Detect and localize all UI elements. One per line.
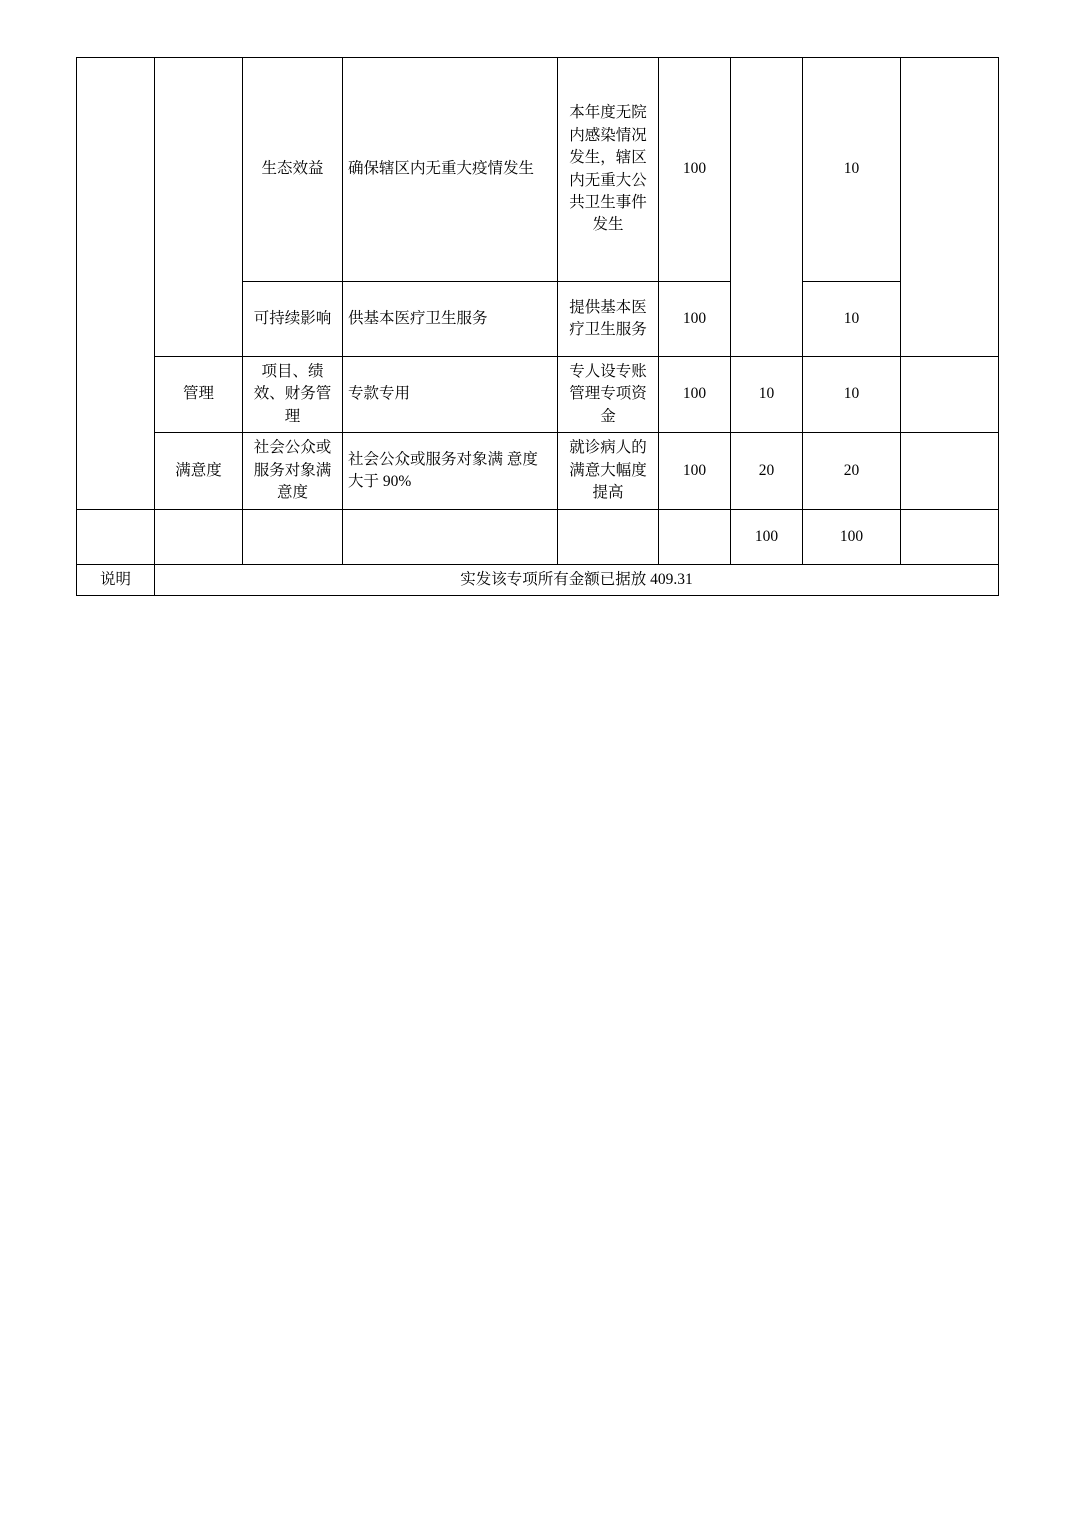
cell-remark xyxy=(901,58,999,357)
cell-indicator: 可持续影响 xyxy=(243,282,343,357)
cell-value: 100 xyxy=(659,282,731,357)
cell-weight xyxy=(731,58,803,357)
cell-indicator: 生态效益 xyxy=(243,58,343,282)
cell-total-col5 xyxy=(558,509,659,564)
cell-category-group xyxy=(77,58,155,510)
table-total-row xyxy=(77,509,999,564)
cell-standard: 本年度无院内感染情况发生，辖区内无重大公共卫生事件发生 xyxy=(558,58,659,282)
cell-subcategory-benefit xyxy=(155,58,243,357)
cell-content: 社会公众或服务对象满 意度大于 90% xyxy=(343,433,558,509)
cell-content: 确保辖区内无重大疫情发生 xyxy=(343,58,558,282)
cell-remark xyxy=(901,433,999,509)
cell-total-col4 xyxy=(343,509,558,564)
cell-remark xyxy=(901,357,999,433)
cell-subcategory-satisfaction: 满意度 xyxy=(155,433,243,509)
cell-score: 10 xyxy=(803,282,901,357)
cell-weight: 20 xyxy=(731,433,803,509)
cell-total-remark xyxy=(901,509,999,564)
cell-total-col1 xyxy=(77,509,155,564)
table-note-row xyxy=(77,564,999,595)
cell-content: 供基本医疗卫生服务 xyxy=(343,282,558,357)
table-row xyxy=(77,433,999,509)
cell-standard: 就诊病人的满意大幅度提高 xyxy=(558,433,659,509)
cell-total-col2 xyxy=(155,509,243,564)
cell-value: 100 xyxy=(659,357,731,433)
cell-value: 100 xyxy=(659,433,731,509)
note-text: 实发该专项所有金额已据放 409.31 xyxy=(155,564,999,595)
cell-score: 20 xyxy=(803,433,901,509)
note-label: 说明 xyxy=(77,564,155,595)
table-row xyxy=(77,357,999,433)
cell-value: 100 xyxy=(659,58,731,282)
cell-total-weight: 100 xyxy=(731,509,803,564)
cell-score: 10 xyxy=(803,58,901,282)
cell-total-col3 xyxy=(243,509,343,564)
cell-total-value xyxy=(659,509,731,564)
performance-indicator-table xyxy=(76,57,999,596)
cell-total-score: 100 xyxy=(803,509,901,564)
table-row xyxy=(77,58,999,282)
cell-indicator: 社会公众或服务对象满意度 xyxy=(243,433,343,509)
cell-score: 10 xyxy=(803,357,901,433)
cell-standard: 提供基本医疗卫生服务 xyxy=(558,282,659,357)
cell-standard: 专人设专账管理专项资金 xyxy=(558,357,659,433)
cell-subcategory-management: 管理 xyxy=(155,357,243,433)
cell-content: 专款专用 xyxy=(343,357,558,433)
cell-weight: 10 xyxy=(731,357,803,433)
cell-indicator: 项目、绩效、财务管理 xyxy=(243,357,343,433)
